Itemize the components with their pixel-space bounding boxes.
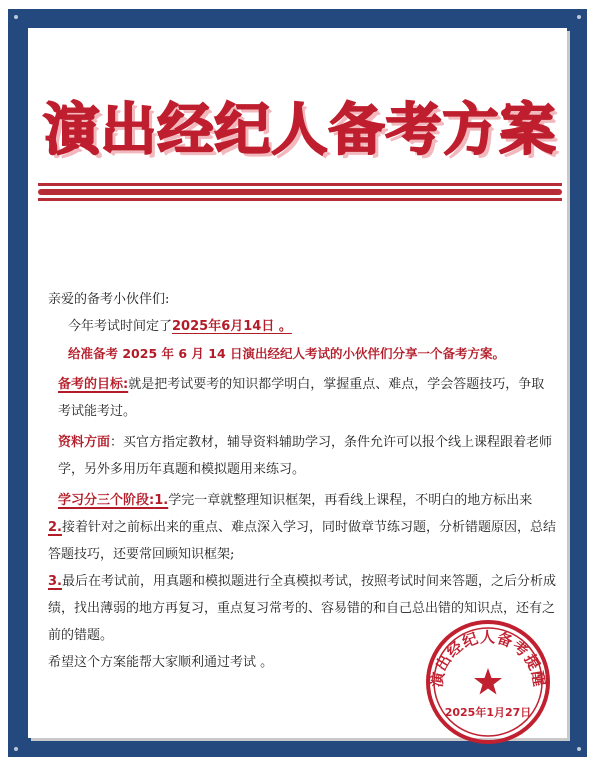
frame-corner-dot: [14, 15, 18, 19]
stages-label: 学习分三个阶段:: [58, 493, 155, 508]
material-label: 资料方面: [58, 435, 111, 450]
goal-paragraph: [48, 371, 556, 425]
closing-line: 希望这个方案能帮大家顺利通过考试 。: [48, 655, 274, 670]
stamp-date: 2025年1月27日: [444, 706, 532, 719]
stage2-paragraph: [48, 514, 556, 568]
frame-corner-dot: [577, 15, 581, 19]
stage1-text: 学完一章就整理知识框架，再看线上课程，不明白的地方标出来: [168, 493, 533, 508]
frame-corner-dot: [14, 747, 18, 751]
exam-date-prefix: 今年考试时间定了: [68, 319, 173, 334]
document-title: 演出经纪人备考方案: [43, 98, 557, 163]
title-rule-top: [38, 183, 562, 186]
stage2-number: 2.: [48, 520, 62, 535]
star-icon: [474, 668, 502, 695]
material-paragraph: [48, 429, 556, 483]
stage1-number: 1.: [154, 493, 169, 508]
material-text: ：买官方指定教材，辅导资料辅助学习，条件允许可以报个线上课程跟着老师学，另外多用历年真题和模拟题用来练习。: [58, 435, 553, 477]
banner-line: 给准备考 2025 年 6 月 14 日演出经纪人考试的小伙伴们分享一个备考方案。: [68, 346, 505, 361]
stage3-number: 3.: [48, 574, 62, 589]
stage2-text: 接着针对之前标出来的重点、难点深入学习，同时做章节练习题，分析错题原因，总结答题技巧，还要常回顾知识框架;: [48, 520, 556, 562]
greeting: 亲爱的备考小伙伴们:: [48, 292, 170, 307]
stage3-text: 最后在考试前，用真题和模拟题进行全真模拟考试，按照考试时间来答题，之后分析成绩，找出薄弱的地方再复习，重点复习常考的、容易错的和自己总出错的知识点，还有之前的错题。: [48, 574, 556, 643]
goal-label: 备考的目标:: [58, 377, 129, 392]
title-rule-middle: [38, 189, 562, 195]
stage1-paragraph: [48, 487, 556, 514]
red-seal-stamp: [424, 618, 552, 746]
frame-corner-dot: [577, 747, 581, 751]
stamp-arc-text: 演出经纪人备考提醒: [427, 628, 549, 689]
title-rule-bottom: [38, 198, 562, 201]
exam-date: 2025年6月14日 。: [172, 319, 292, 334]
goal-text: 就是把考试要考的知识都学明白，掌握重点、难点，学会答题技巧，争取考试能考过。: [58, 377, 545, 419]
exam-date-line: [48, 313, 556, 340]
